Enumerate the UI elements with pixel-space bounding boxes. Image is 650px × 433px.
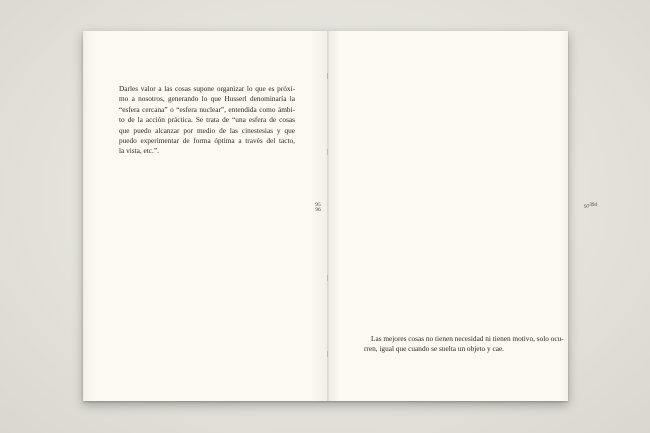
page-number-bottom: 96 [315, 207, 321, 213]
paragraph-line: rren, igual que cuando se suelta un objeto y cae. [364, 344, 505, 354]
footnote-reference: 394 [589, 203, 597, 208]
paragraph-line: mo a nosotros, generando lo que Husserl denominaría la [119, 94, 295, 104]
book-gutter [327, 31, 329, 401]
paragraph-line: la vista, etc.”. [119, 146, 159, 156]
binding-stitch [327, 149, 328, 155]
page-number-top: 95 [315, 202, 321, 208]
paragraph-line: que puedo alcanzar por medio de las cinestesias y que [119, 125, 295, 135]
open-book [83, 31, 597, 401]
binding-stitch [327, 275, 328, 281]
paragraph-line: Darles valor a las cosas supone organizar lo que es próxi- [119, 84, 295, 93]
left-page [83, 31, 330, 401]
paragraph-line: Las mejores cosas no tienen necesidad ni tienen motivo, solo ocu- [371, 334, 564, 343]
right-page-paragraph [364, 334, 567, 355]
binding-stitch [327, 73, 328, 79]
binding-stitch [327, 351, 328, 357]
paragraph-line: to de la acción práctica. Se trata de “una esfera de cosas [119, 115, 295, 125]
right-page-number [584, 203, 597, 210]
page-number: 97 [584, 204, 590, 210]
left-page-number [313, 203, 323, 213]
paragraph-line: “esfera cercana” o “esfera nuclear”, entendida como ámbi- [119, 104, 295, 114]
paragraph-line: puedo experimentar de forma óptima a través del tacto, [119, 136, 295, 146]
left-page-paragraph [119, 84, 295, 157]
right-page [328, 31, 597, 401]
